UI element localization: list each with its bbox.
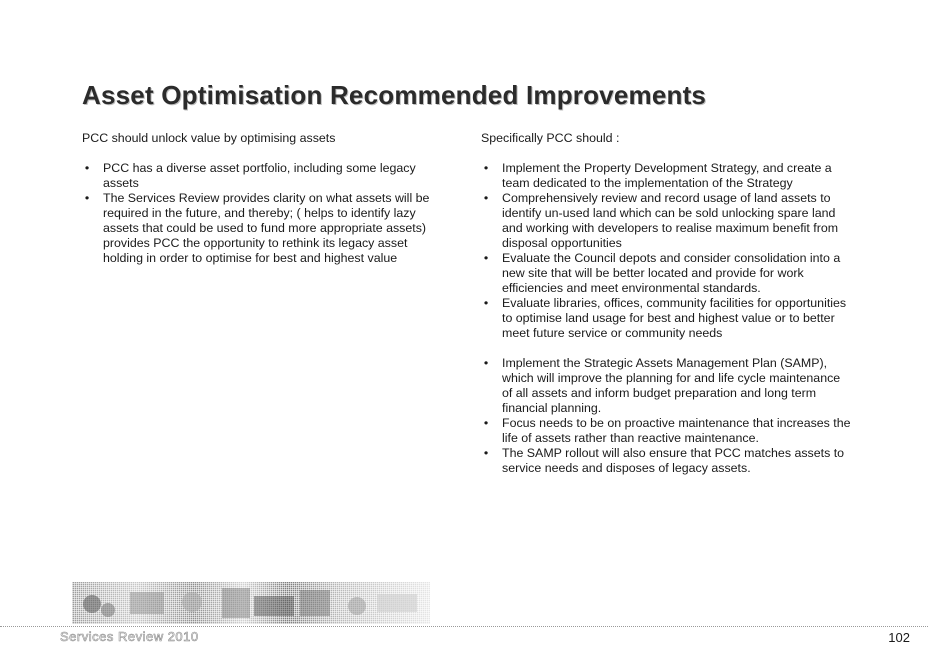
list-item-text: The Services Review provides clarity on what assets will be required in the future, and thereby; ( helps to identify lazy assets that could be used to fund more appropriate assets) provides PCC the opportunity to rethink its legacy asset holding in order to optimise for best and highest value — [103, 191, 430, 265]
right-intro: Specifically PCC should : — [481, 131, 620, 145]
list-item — [82, 191, 450, 266]
bullet-icon: • — [483, 356, 489, 370]
right-bullet-list — [481, 161, 853, 476]
bullet-icon: • — [483, 296, 489, 310]
list-item-text: Focus needs to be on proactive maintenance that increases the life of assets rather than reactive maintenance. — [502, 416, 851, 445]
bullet-icon: • — [483, 416, 489, 430]
list-item — [481, 296, 853, 341]
bullet-icon: • — [483, 446, 489, 460]
bullet-icon: • — [483, 191, 489, 205]
collage-shapes — [72, 582, 430, 624]
bullet-icon: • — [483, 161, 489, 175]
list-item-text: Implement the Strategic Assets Management Plan (SAMP), which will improve the planning for and life cycle maintenance of all assets and inform budget preparation and long term financial planning. — [502, 356, 841, 415]
list-item — [481, 251, 853, 296]
bullet-icon: • — [483, 251, 489, 265]
list-item-text: The SAMP rollout will also ensure that PCC matches assets to service needs and disposes of legacy assets. — [502, 446, 845, 475]
list-item — [481, 356, 853, 416]
footer-label: Services Review 2010 — [60, 629, 199, 644]
left-bullet-list — [82, 161, 450, 266]
list-item-text: Implement the Property Development Strategy, and create a team dedicated to the implementation of the Strategy — [502, 161, 832, 190]
right-column — [481, 131, 853, 476]
bullet-icon: • — [84, 191, 90, 205]
list-item — [82, 161, 450, 191]
left-intro: PCC should unlock value by optimising assets — [82, 131, 336, 145]
list-item-text: Evaluate the Council depots and consider consolidation into a new site that will be better located and provide for work efficiencies and meet environmental standards. — [502, 251, 841, 295]
list-item — [481, 161, 853, 191]
left-column — [82, 131, 450, 266]
list-item — [481, 446, 853, 476]
list-item-text: PCC has a diverse asset portfolio, including some legacy assets — [103, 161, 416, 190]
list-item-text: Evaluate libraries, offices, community facilities for opportunities to optimise land usage for best and highest value or to better meet future service or community needs — [502, 296, 847, 340]
bullet-icon: • — [84, 161, 90, 175]
list-item-text: Comprehensively review and record usage of land assets to identify un-used land which can be sold unlocking spare land and working with developers to realise maximum benefit from disposal opportunities — [502, 191, 839, 250]
footer-divider — [0, 626, 928, 627]
page-title: Asset Optimisation Recommended Improvements — [82, 80, 707, 110]
list-item — [481, 191, 853, 251]
list-item — [481, 416, 853, 446]
page-number: 102 — [888, 630, 910, 645]
footer-photo-collage — [72, 582, 430, 624]
